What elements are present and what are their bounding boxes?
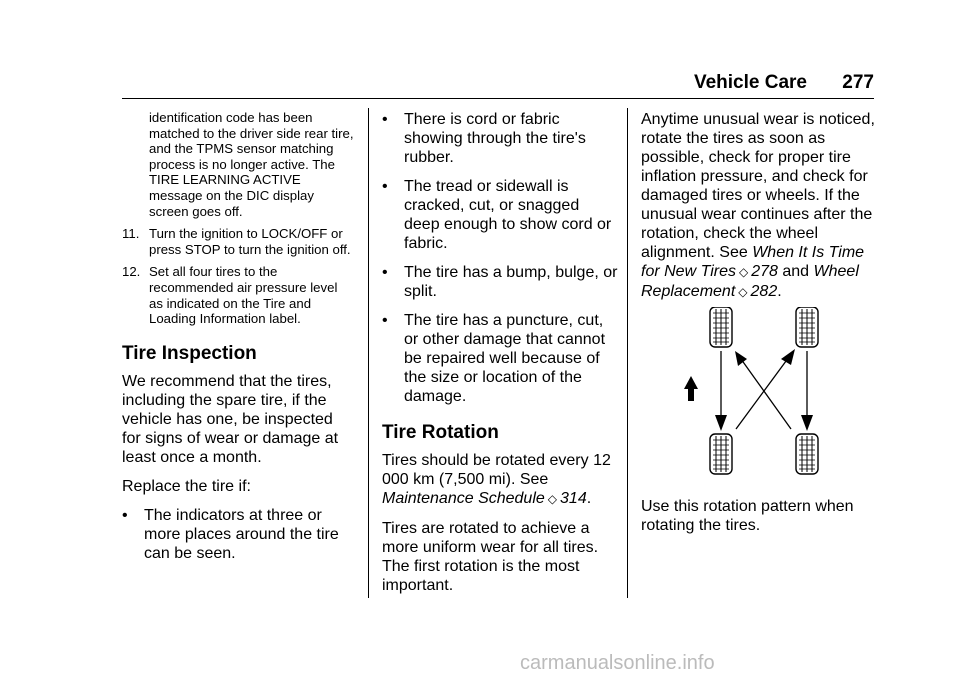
rotation-diagram: [641, 307, 881, 487]
arrow-icon: [801, 351, 813, 431]
rotation-text: [382, 451, 618, 595]
bullet-mark: •: [382, 264, 388, 281]
arrow-icon: [735, 351, 791, 429]
page-ref-icon: ◇: [738, 285, 748, 299]
bullet-mark: •: [382, 178, 388, 195]
paragraph: Anytime unusual wear is noticed, rotate the tires as soon as possible, check for proper tire inflation pressure, and check for damaged tires or wheels. If the unusual wear continues after the rotation, check the wheel alignment. See When It Is Time for New Tires ◇ 278 and Wheel Replacement ◇ 282.: [641, 111, 875, 300]
page-ref-icon: ◇: [547, 492, 558, 506]
list-item: [382, 311, 618, 406]
tire-icon: [796, 307, 818, 347]
step-item: [122, 226, 354, 257]
front-arrow-icon: [684, 376, 698, 401]
paragraph: Replace the tire if:: [122, 477, 251, 495]
paragraph: Tires should be rotated every 12 000 km (7,500 mi). See Maintenance Schedule ◇ 314.: [382, 452, 611, 507]
list-item: [382, 177, 618, 253]
list-item: [382, 110, 618, 167]
tire-icon: [796, 434, 818, 474]
column-left: [122, 110, 354, 563]
tire-icon: [710, 434, 732, 474]
page-number: 277: [842, 72, 874, 93]
step-continuation: identification code has been matched to the driver side rear tire, and the TPMS sensor matching process is no longer active. The TIRE LEARNING ACTIVE message on the DIC display screen goes off.: [149, 110, 354, 219]
diagram-caption: Use this rotation pattern when rotating the tires.: [641, 498, 854, 534]
step-number: 12.: [122, 264, 141, 280]
tire-icon: [710, 307, 732, 347]
rotation-interval-text: Tires should be rotated every 12 000 km (7,500 mi). See: [382, 452, 611, 488]
page-reference[interactable]: 278: [751, 263, 778, 280]
new-tires-link[interactable]: When It Is Time for New Tires: [641, 244, 865, 280]
list-item-text: The tread or sidewall is cracked, cut, or snagged deep enough to show cord or fabric.: [404, 178, 612, 252]
header-rule: [122, 98, 874, 99]
paragraph: Tires are rotated to achieve a more uniform wear for all tires. The first rotation is the most important.: [382, 520, 599, 594]
inspection-text: [122, 372, 354, 563]
column-divider: [368, 108, 369, 598]
section-title: Vehicle Care: [693, 72, 808, 93]
paragraph: We recommend that the tires, including the spare tire, if the vehicle has one, be inspected for signs of wear or damage at least once a month.: [122, 372, 339, 466]
list-item: [382, 263, 618, 301]
page-header: [694, 72, 874, 94]
bullet-mark: •: [382, 312, 388, 329]
arrow-icon: [736, 349, 795, 429]
unusual-wear-text: [641, 110, 881, 302]
step-text: Turn the ignition to LOCK/OFF or press STOP to turn the ignition off.: [149, 226, 351, 257]
column-right: [641, 110, 881, 534]
bullet-mark: •: [382, 111, 388, 128]
paragraph-text: Anytime unusual wear is noticed, rotate the tires as soon as possible, check for proper tire inflation pressure, and check for damaged tires or wheels. If the unusual wear continues after the rotation, check the wheel alignment. See: [641, 111, 875, 261]
list-item-text: The indicators at three or more places around the tire can be seen.: [144, 506, 339, 562]
page-reference[interactable]: 314: [560, 490, 587, 507]
column-divider: [627, 108, 628, 598]
tire-rotation-heading: Tire Rotation: [382, 422, 499, 443]
page-ref-icon: ◇: [738, 265, 749, 279]
list-item-text: There is cord or fabric showing through the tire's rubber.: [404, 111, 586, 166]
step-number: 11.: [122, 226, 140, 242]
conjunction: and: [782, 263, 810, 280]
tire-inspection-heading: Tire Inspection: [122, 342, 257, 364]
arrow-icon: [715, 351, 727, 431]
steps-block: [122, 110, 354, 327]
bullet-list: [382, 110, 618, 406]
bullet-mark: •: [122, 506, 128, 524]
list-item-text: The tire has a bump, bulge, or split.: [404, 264, 618, 300]
step-item: [122, 264, 354, 326]
list-item-text: The tire has a puncture, cut, or other damage that cannot be repaired well because of the size or location of the damage.: [404, 312, 606, 405]
watermark: carmanualsonline.info: [520, 652, 715, 674]
wheel-replacement-link[interactable]: Wheel Replacement: [641, 263, 859, 300]
list-item: [122, 506, 354, 563]
column-middle: [382, 110, 618, 595]
step-text: Set all four tires to the recommended air pressure level as indicated on the Tire and Loading Information label.: [149, 264, 338, 327]
maintenance-schedule-link[interactable]: Maintenance Schedule: [382, 490, 545, 507]
page-reference[interactable]: 282: [750, 283, 778, 300]
